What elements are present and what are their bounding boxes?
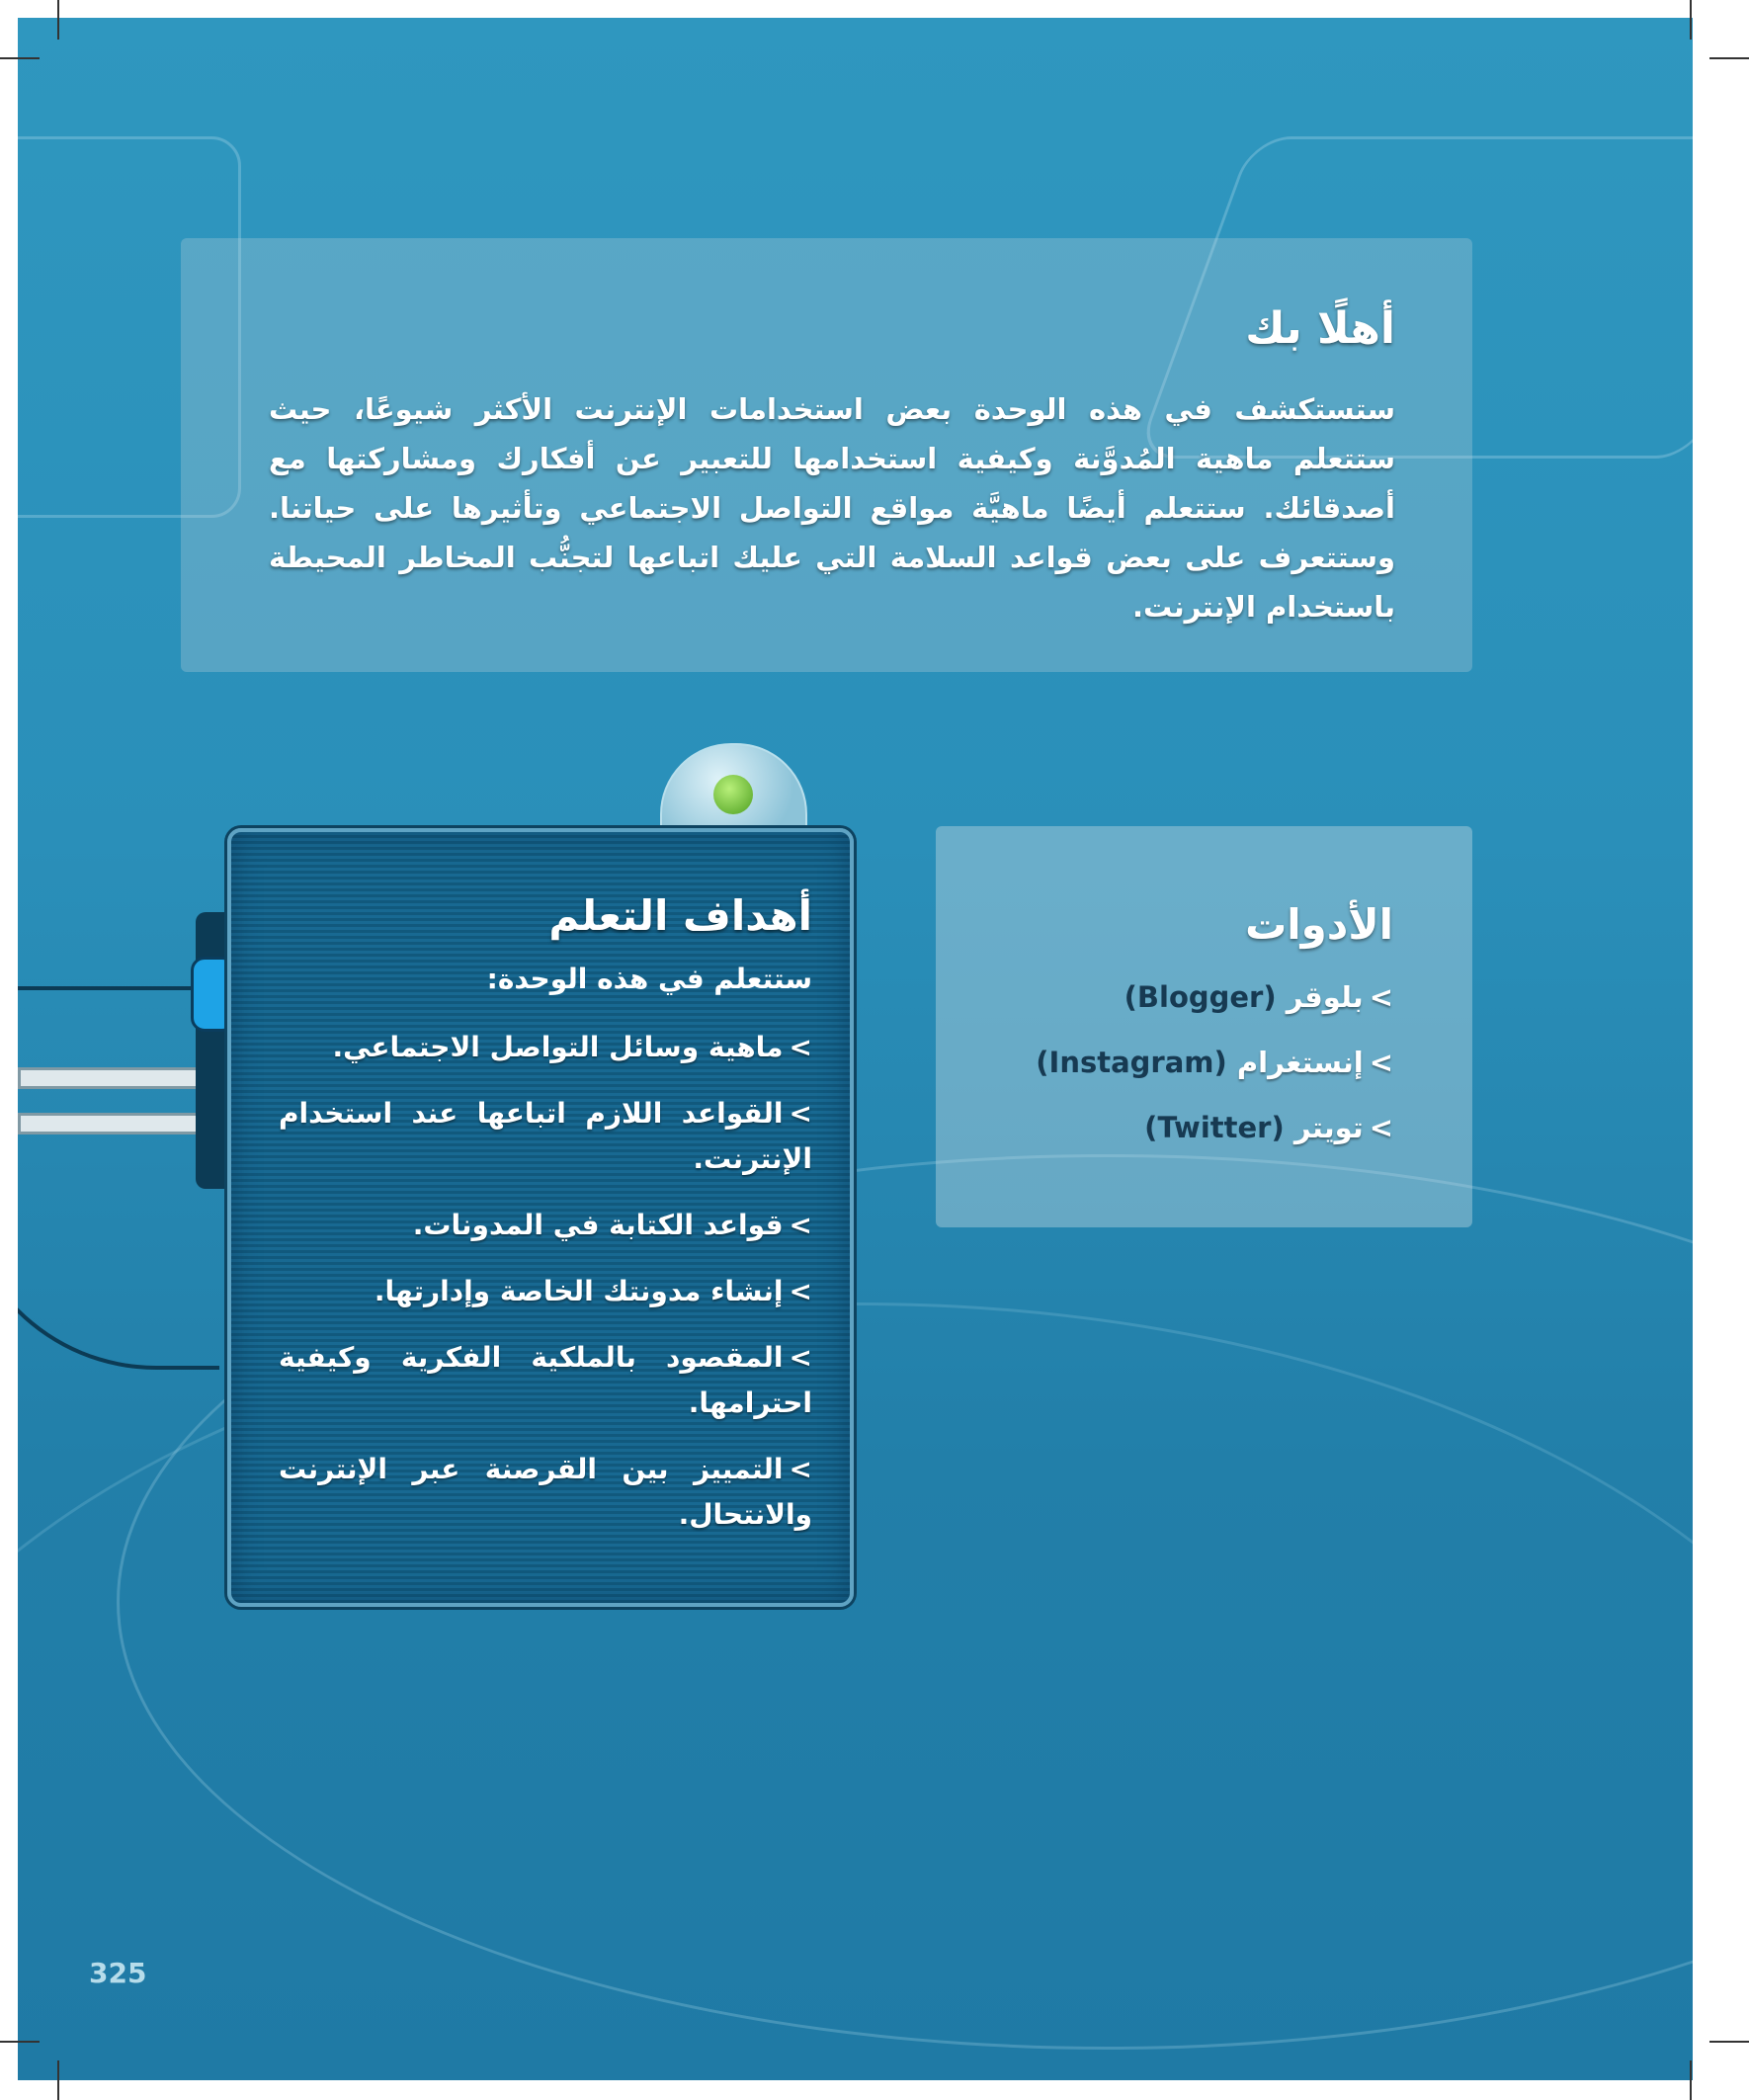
crop-mark <box>0 2041 40 2043</box>
learning-goal-item: >ماهية وسائل التواصل الاجتماعي. <box>332 1031 812 1063</box>
crop-mark <box>1690 2060 1692 2100</box>
learning-goals-panel <box>227 828 854 1607</box>
bullet-arrow-icon: > <box>789 1097 812 1130</box>
page-background <box>18 18 1693 2080</box>
learning-goal-item: >المقصود بالملكية الفكرية وكيفية احترامها. <box>279 1341 812 1419</box>
crop-mark <box>57 2060 59 2100</box>
learning-goals-list <box>279 1025 812 1558</box>
welcome-body: ستستكشف في هذه الوحدة بعض استخدامات الإنترنت الأكثر شيوعًا، حيث ستتعلم ماهية المُدوَّنة وكيفية استخدامها للتعبير عن أفكارك ومشاركتها مع أصدقائك. ستتعلم أيضًا ماهيَّة مواقع التواصل الاجتماعي وتأثيرها على حياتنا. وستتعرف على بعض قواعد السلامة التي عليك اتباعها لتجنُّب المخاطر المحيطة باستخدام الإنترنت. <box>269 392 1395 624</box>
crop-mark <box>57 0 59 40</box>
crop-mark <box>1709 2041 1749 2043</box>
page-number: 325 <box>89 1957 147 1989</box>
welcome-title: أهلًا بك <box>1245 303 1395 354</box>
tool-item-twitter: >تويتر (Twitter) <box>1144 1111 1393 1144</box>
welcome-panel <box>181 238 1472 672</box>
learning-goal-item: >القواعد اللازم اتباعها عند استخدام الإنترنت. <box>279 1097 812 1175</box>
decorative-cable <box>18 986 219 1370</box>
crop-mark <box>0 57 40 59</box>
learning-goals-intro: ستتعلم في هذه الوحدة: <box>486 963 812 995</box>
decorative-tube-bottom <box>18 1113 221 1134</box>
tools-title: الأدوات <box>1245 900 1393 949</box>
bullet-arrow-icon: > <box>1369 1046 1393 1079</box>
learning-goals-title: أهداف التعلم <box>548 891 812 940</box>
bullet-arrow-icon: > <box>1369 1111 1393 1144</box>
tools-panel <box>936 826 1472 1227</box>
bullet-arrow-icon: > <box>789 1031 812 1063</box>
bullet-arrow-icon: > <box>789 1453 812 1485</box>
learning-goal-item: >قواعد الكتابة في المدونات. <box>412 1209 812 1241</box>
tools-list <box>1036 977 1393 1173</box>
bullet-arrow-icon: > <box>789 1275 812 1307</box>
tool-item-blogger: >بلوقر (Blogger) <box>1124 980 1393 1014</box>
learning-goal-item: >التمييز بين القرصنة عبر الإنترنت والانتحال. <box>279 1453 812 1531</box>
crop-mark <box>1690 0 1692 40</box>
decorative-tube-top <box>18 1067 221 1089</box>
bullet-arrow-icon: > <box>1369 980 1393 1014</box>
bullet-arrow-icon: > <box>789 1209 812 1241</box>
bullet-arrow-icon: > <box>789 1341 812 1374</box>
learning-goal-item: >إنشاء مدونتك الخاصة وإدارتها. <box>374 1275 812 1307</box>
bulb-light-icon <box>713 775 753 814</box>
crop-mark <box>1709 57 1749 59</box>
tool-item-instagram: >إنستغرام (Instagram) <box>1036 1046 1393 1079</box>
